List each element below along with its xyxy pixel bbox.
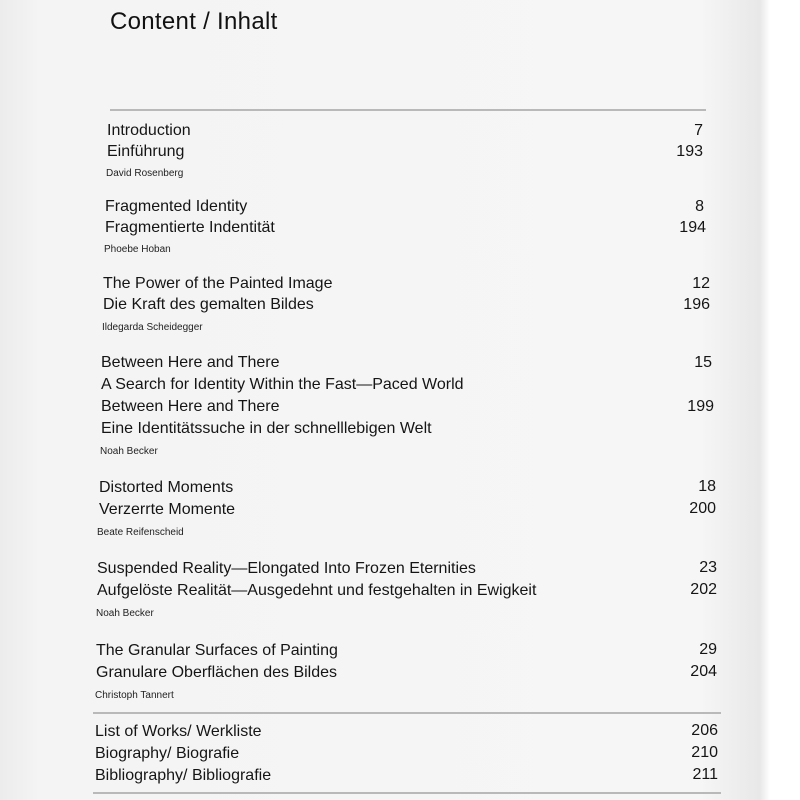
- toc-page-number: 12: [692, 275, 710, 292]
- toc-entry-title: Between Here and There: [101, 354, 280, 371]
- appendix-bottom-rule: [93, 792, 721, 794]
- toc-page-number: 18: [698, 478, 716, 495]
- page-edge-background: [770, 0, 800, 800]
- toc-page-number: 29: [699, 641, 717, 658]
- toc-entry-title: Fragmented Identity: [105, 198, 248, 215]
- appendix-page-number: 210: [691, 744, 718, 761]
- toc-entry-title: Granulare Oberflächen des Bildes: [96, 664, 338, 681]
- toc-author: Noah Becker: [96, 608, 154, 619]
- toc-author: Christoph Tannert: [95, 690, 174, 701]
- appendix-entry-title: Biography/ Biografie: [95, 745, 240, 762]
- toc-author: Noah Becker: [100, 446, 158, 457]
- toc-page-number: 15: [694, 354, 712, 371]
- toc-entry-title: Distorted Moments: [99, 479, 234, 496]
- toc-page-number: 202: [690, 581, 717, 598]
- toc-page-number: 194: [679, 219, 706, 236]
- toc-entry-title: Aufgelöste Realität—Ausgedehnt und festgehalten in Ewigkeit: [97, 582, 537, 599]
- toc-page-number: 200: [689, 500, 716, 517]
- appendix-entry-title: Bibliography/ Bibliografie: [95, 767, 272, 784]
- toc-page-number: 196: [683, 296, 710, 313]
- toc-entry-title: Einführung: [107, 143, 185, 160]
- toc-entry-title: Fragmentierte Indentität: [105, 219, 275, 236]
- toc-author: David Rosenberg: [106, 168, 184, 179]
- toc-entry-title: The Power of the Painted Image: [103, 275, 333, 292]
- toc-entry-title: Eine Identitätssuche in der schnelllebigen Welt: [101, 420, 432, 437]
- toc-entry-title: Verzerrte Momente: [99, 501, 236, 518]
- toc-page-number: 7: [694, 122, 703, 139]
- toc-entry-title: The Granular Surfaces of Painting: [96, 642, 338, 659]
- toc-page-number: 23: [699, 559, 717, 576]
- appendix-entry-title: List of Works/ Werkliste: [95, 723, 262, 740]
- toc-page-number: 8: [695, 198, 704, 215]
- toc-author: Ildegarda Scheidegger: [102, 322, 203, 333]
- toc-entry-title: Introduction: [107, 122, 191, 139]
- appendix-top-rule: [93, 712, 721, 714]
- appendix-page-number: 206: [691, 722, 718, 739]
- top-rule: [110, 109, 706, 111]
- toc-page-number: 199: [687, 398, 714, 415]
- toc-page-number: 193: [676, 143, 703, 160]
- toc-page-number: 204: [690, 663, 717, 680]
- toc-entry-title: Suspended Reality—Elongated Into Frozen Eternities: [97, 560, 476, 577]
- toc-entry-title: Between Here and There: [101, 398, 280, 415]
- toc-entry-title: Die Kraft des gemalten Bildes: [103, 296, 314, 313]
- toc-author: Beate Reifenscheid: [97, 527, 184, 538]
- toc-entry-title: A Search for Identity Within the Fast—Paced World: [101, 376, 464, 393]
- page-title: Content / Inhalt: [110, 8, 278, 35]
- appendix-page-number: 211: [692, 766, 718, 783]
- toc-author: Phoebe Hoban: [104, 244, 171, 255]
